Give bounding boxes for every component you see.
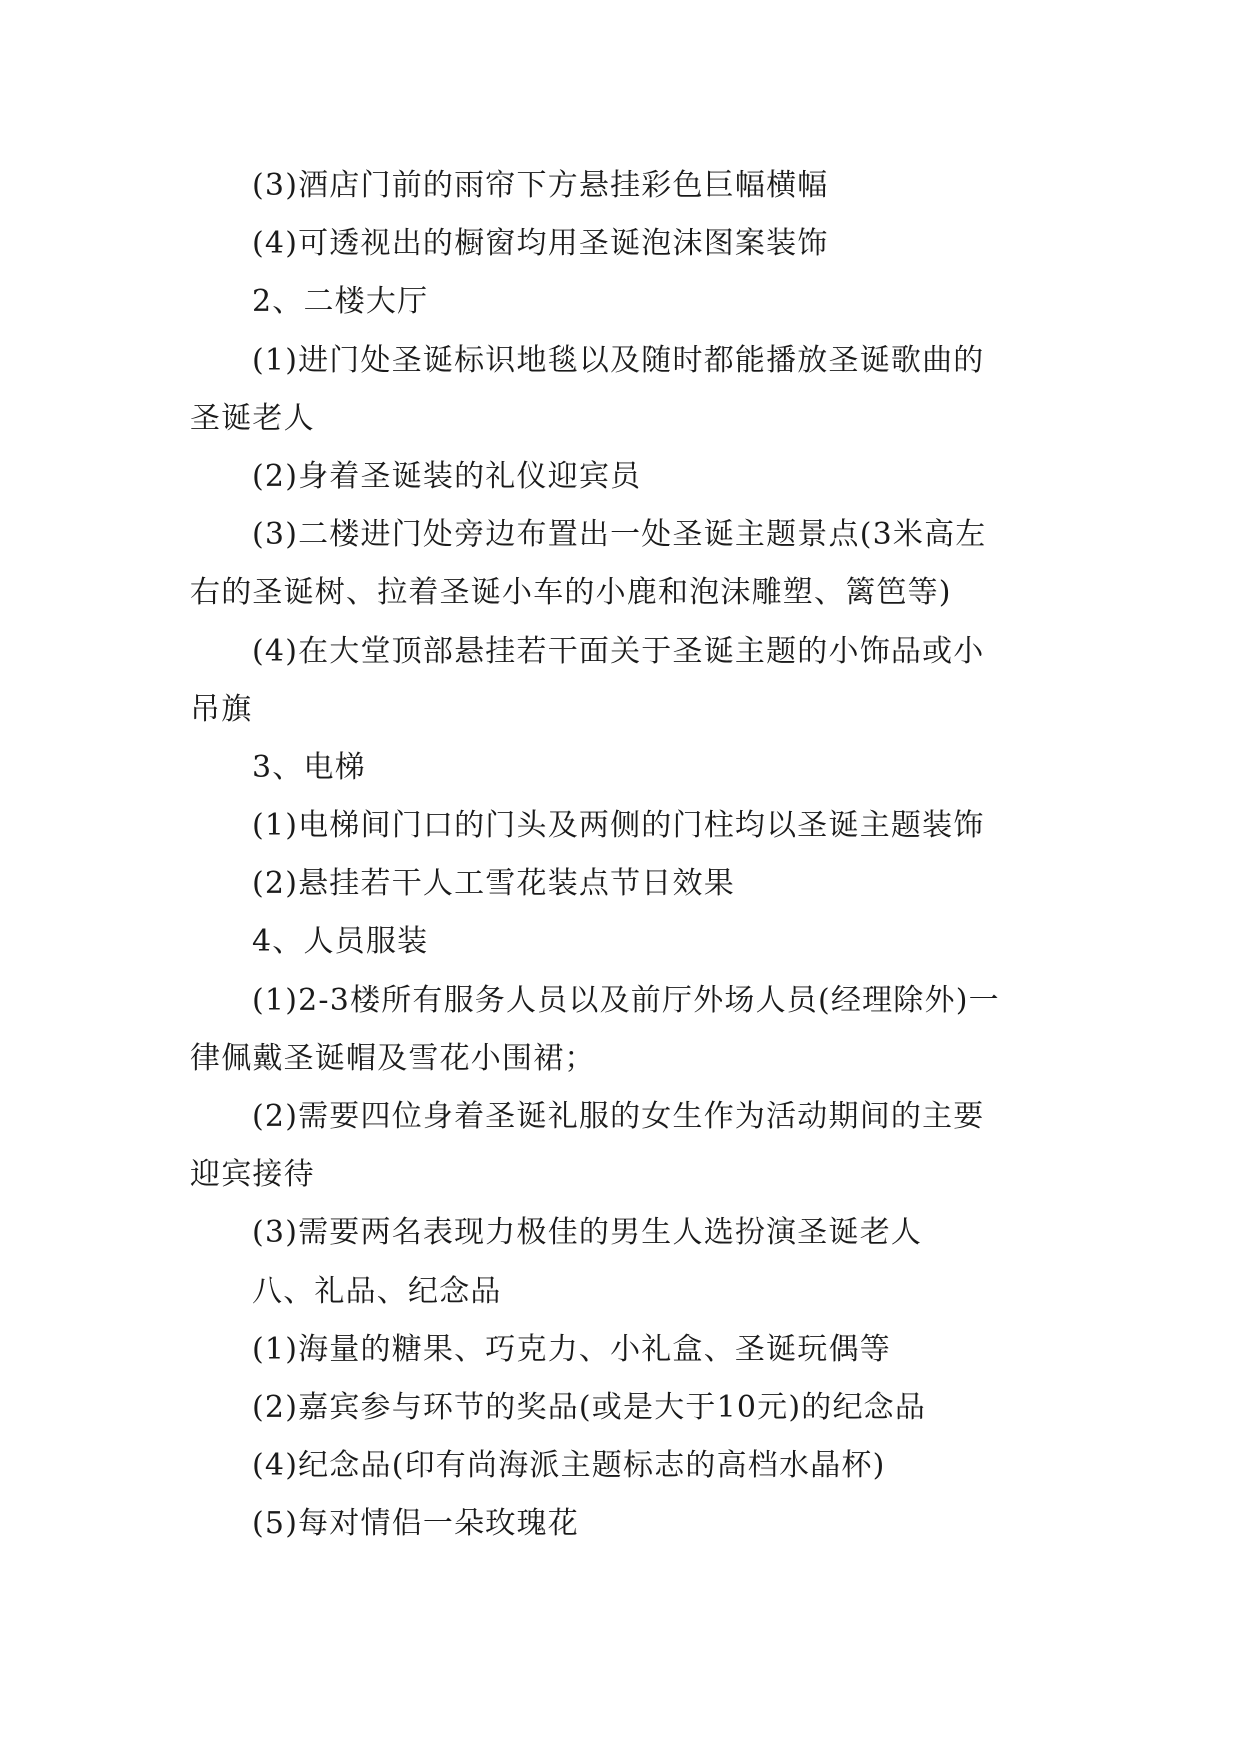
section-heading: 2、二楼大厅 <box>252 284 429 320</box>
paragraph-line: (1)海量的糖果、巧克力、小礼盒、圣诞玩偶等 <box>252 1331 891 1367</box>
paragraph-line-continuation: 律佩戴圣诞帽及雪花小围裙； <box>190 1040 596 1076</box>
paragraph-line: (3)二楼进门处旁边布置出一处圣诞主题景点(3米高左 <box>252 517 987 553</box>
paragraph-line-continuation: 吊旗 <box>190 691 253 727</box>
paragraph-line: (4)在大堂顶部悬挂若干面关于圣诞主题的小饰品或小 <box>252 633 985 669</box>
paragraph-line-continuation: 迎宾接待 <box>190 1157 315 1193</box>
paragraph-line-continuation: 右的圣诞树、拉着圣诞小车的小鹿和泡沫雕塑、篱笆等) <box>190 575 952 611</box>
paragraph-line-continuation: 圣诞老人 <box>190 400 315 436</box>
section-heading: 4、人员服装 <box>252 924 429 960</box>
paragraph-line: (1)2-3楼所有服务人员以及前厅外场人员(经理除外)一 <box>252 982 1000 1018</box>
paragraph-line: (1)进门处圣诞标识地毯以及随时都能播放圣诞歌曲的 <box>252 342 985 378</box>
paragraph-line: (2)身着圣诞装的礼仪迎宾员 <box>252 458 642 494</box>
paragraph-line: (1)电梯间门口的门头及两侧的门柱均以圣诞主题装饰 <box>252 808 985 844</box>
paragraph-line: (2)嘉宾参与环节的奖品(或是大于10元)的纪念品 <box>252 1389 927 1425</box>
paragraph-line: (5)每对情侣一朵玫瑰花 <box>252 1506 579 1542</box>
paragraph-line: (3)需要两名表现力极佳的男生人选扮演圣诞老人 <box>252 1215 923 1251</box>
document-body <box>190 157 1070 1554</box>
section-heading: 3、电梯 <box>252 749 366 785</box>
paragraph-line: (4)可透视出的橱窗均用圣诞泡沫图案装饰 <box>252 226 829 262</box>
paragraph-line: (3)酒店门前的雨帘下方悬挂彩色巨幅横幅 <box>252 168 829 203</box>
paragraph-line: (4)纪念品(印有尚海派主题标志的高档水晶杯) <box>252 1448 886 1484</box>
paragraph-line: (2)悬挂若干人工雪花装点节日效果 <box>252 866 735 902</box>
section-heading: 八、礼品、纪念品 <box>252 1273 502 1309</box>
paragraph-line: (2)需要四位身着圣诞礼服的女生作为活动期间的主要 <box>252 1099 985 1134</box>
